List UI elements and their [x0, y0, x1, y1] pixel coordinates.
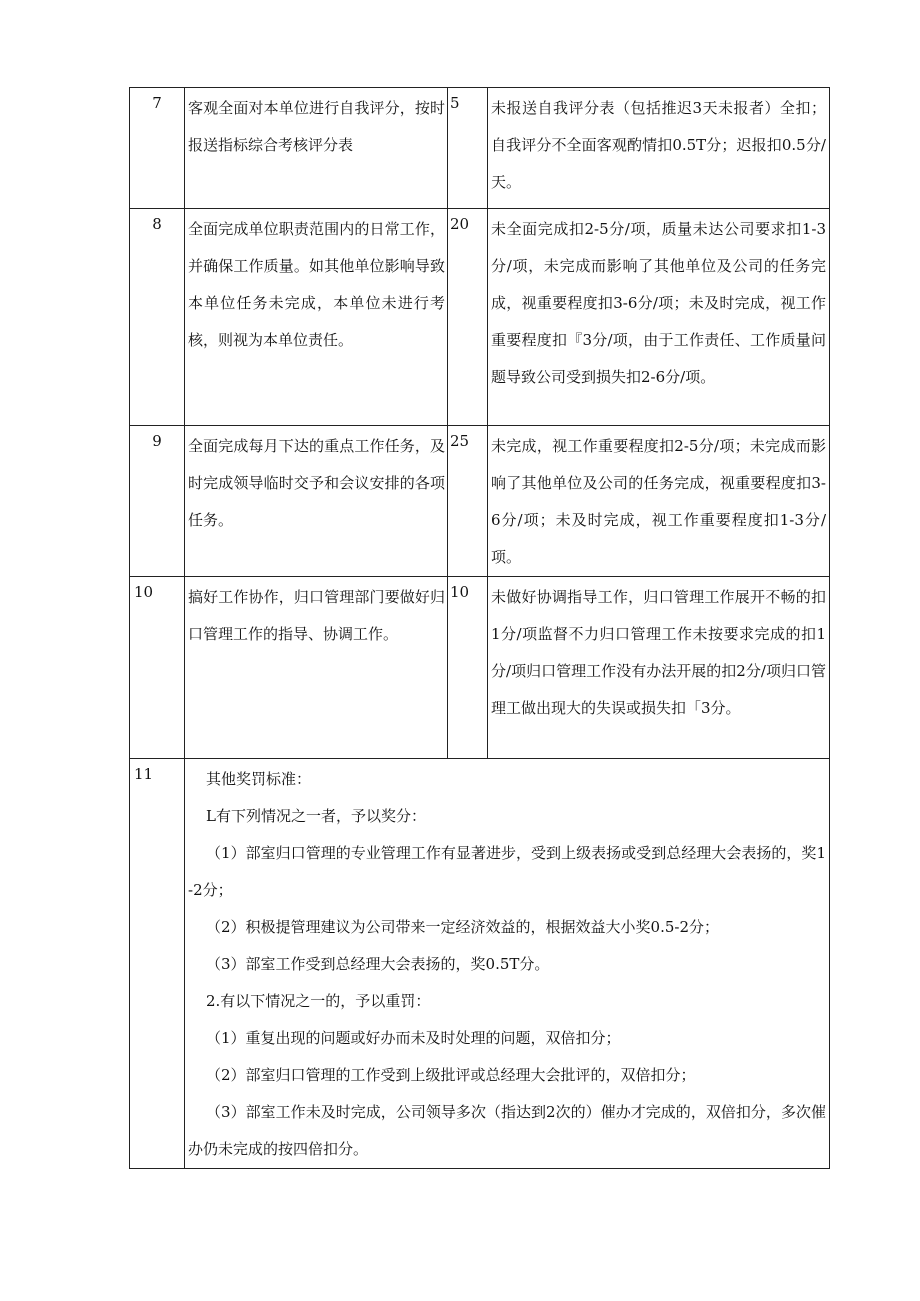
item-text: 客观全面对本单位进行自我评分，按时报送指标综合考核评分表	[188, 99, 445, 154]
table-row	[130, 577, 830, 759]
points-value: 5	[450, 94, 460, 112]
rule-cell	[488, 88, 830, 209]
rule-cell	[488, 426, 830, 577]
item-cell	[185, 426, 448, 577]
item-cell	[185, 209, 448, 426]
rule-text: 未报送自我评分表（包括推迟3天未报者）全扣；自我评分不全面客观酌情扣0.5T分；迟报扣0.5分/天。	[491, 99, 826, 191]
item-text: 搞好工作协作，归口管理部门要做好归口管理工作的指导、协调工作。	[188, 588, 445, 643]
assessment-table	[129, 87, 830, 1169]
row-number: 7	[152, 94, 162, 112]
reward-item: （2）积极提管理建议为公司带来一定经济效益的，根据效益大小奖0.5-2分；	[206, 918, 720, 936]
points-cell	[448, 577, 488, 759]
row-number: 10	[134, 583, 154, 601]
rule-cell	[488, 209, 830, 426]
points-value: 20	[450, 215, 470, 233]
assessment-sheet	[129, 87, 830, 1169]
table-row	[130, 88, 830, 209]
reward-item: （3）部室工作受到总经理大会表扬的，奖0.5T分。	[206, 955, 550, 973]
penalty-item: （2）部室归口管理的工作受到上级批评或总经理大会批评的，双倍扣分；	[206, 1066, 696, 1084]
reward-heading: L有下列情况之一者，予以奖分：	[206, 807, 426, 825]
row-number-cell	[130, 88, 185, 209]
reward-item: （1）部室归口管理的专业管理工作有显著进步，受到上级表扬或受到总经理大会表扬的，奖1-2分；	[188, 844, 826, 899]
other-rules-heading: 其他奖罚标准：	[206, 770, 312, 788]
points-cell	[448, 88, 488, 209]
points-value: 10	[450, 583, 470, 601]
other-rules-block	[185, 759, 829, 1168]
penalty-item: （3）部室工作未及时完成，公司领导多次（指达到2次的）催办才完成的，双倍扣分，多次催办仍未完成的按四倍扣分。	[188, 1103, 826, 1158]
row-number: 8	[152, 215, 162, 233]
table-row	[130, 426, 830, 577]
row-number-cell	[130, 209, 185, 426]
points-cell	[448, 209, 488, 426]
penalty-heading: 2.有以下情况之一的，予以重罚：	[206, 992, 431, 1010]
rule-text: 未完成，视工作重要程度扣2-5分/项；未完成而影响了其他单位及公司的任务完成，视重要程度扣3-6分/项；未及时完成，视工作重要程度扣1-3分/项。	[491, 437, 826, 566]
rule-cell	[488, 577, 830, 759]
row-number-cell	[130, 426, 185, 577]
table-row	[130, 759, 830, 1169]
other-rules-cell	[185, 759, 830, 1169]
item-text: 全面完成单位职责范围内的日常工作，并确保工作质量。如其他单位影响导致本单位任务未完成，本单位未进行考核，则视为本单位责任。	[188, 220, 445, 349]
row-number-cell	[130, 577, 185, 759]
points-cell	[448, 426, 488, 577]
row-number: 9	[152, 432, 162, 450]
rule-text: 未做好协调指导工作，归口管理工作展开不畅的扣1分/项监督不力归口管理工作未按要求完成的扣1分/项归口管理工作没有办法开展的扣2分/项归口管理工做出现大的失误或损失扣「3分。	[491, 588, 826, 717]
penalty-item: （1）重复出现的问题或好办而未及时处理的问题，双倍扣分；	[206, 1029, 621, 1047]
item-text: 全面完成每月下达的重点工作任务，及时完成领导临时交予和会议安排的各项任务。	[188, 437, 445, 529]
table-row	[130, 209, 830, 426]
points-value: 25	[450, 432, 470, 450]
rule-text: 未全面完成扣2-5分/项，质量未达公司要求扣1-3分/项，未完成而影响了其他单位及公司的任务完成，视重要程度扣3-6分/项；未及时完成，视工作重要程度扣『3分/项，由于工作责任、工作质量问题导致公司受到损失扣2-6分/项。	[491, 220, 826, 386]
row-number: 11	[134, 765, 154, 783]
item-cell	[185, 577, 448, 759]
item-cell	[185, 88, 448, 209]
row-number-cell	[130, 759, 185, 1169]
